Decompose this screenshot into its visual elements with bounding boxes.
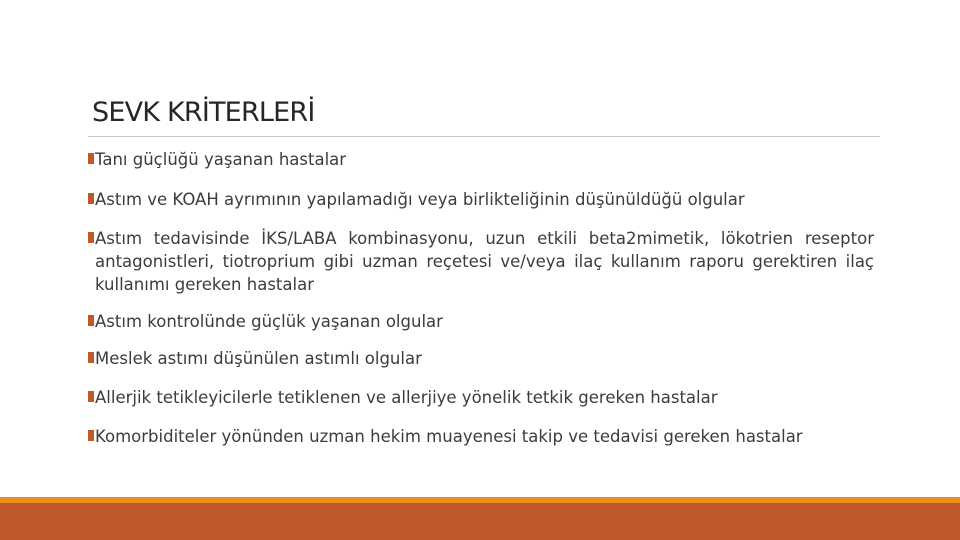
bullet-item [88,347,874,370]
slide-title: SEVK KRİTERLERİ [92,97,315,128]
square-bullet-icon [88,430,94,441]
bullet-text: Tanı güçlüğü yaşanan hastalar [95,150,347,169]
footer-bar [0,503,960,540]
square-bullet-icon [88,232,94,243]
bullet-item [88,425,874,448]
bullet-text: Allerjik tetikleyicilerle tetiklenen ve allerjiye yönelik tetkik gereken hastalar [95,388,718,407]
square-bullet-icon [88,391,94,402]
square-bullet-icon [88,193,94,204]
bullet-item [88,310,874,333]
title-divider [88,136,880,137]
bullet-text: Astım tedavisinde İKS/LABA kombinasyonu, uzun etkili beta2mimetik, lökotrien reseptor antagonistleri, tiotroprium gibi uzman reçetesi ve/veya ilaç kullanım raporu gerektiren ilaç kullanımı gereken hastalar [95,229,874,294]
bullet-item [88,188,874,211]
bullet-text: Meslek astımı düşünülen astımlı olgular [95,349,422,368]
bullet-item [88,148,874,171]
bullet-text: Komorbiditeler yönünden uzman hekim muayenesi takip ve tedavisi gereken hastalar [95,427,803,446]
bullet-item [88,227,874,296]
bullet-item [88,386,874,409]
bullet-text: Astım ve KOAH ayrımının yapılamadığı veya birlikteliğinin düşünüldüğü olgular [95,190,745,209]
bullet-text: Astım kontrolünde güçlük yaşanan olgular [95,312,443,331]
square-bullet-icon [88,315,94,326]
square-bullet-icon [88,153,94,164]
square-bullet-icon [88,352,94,363]
